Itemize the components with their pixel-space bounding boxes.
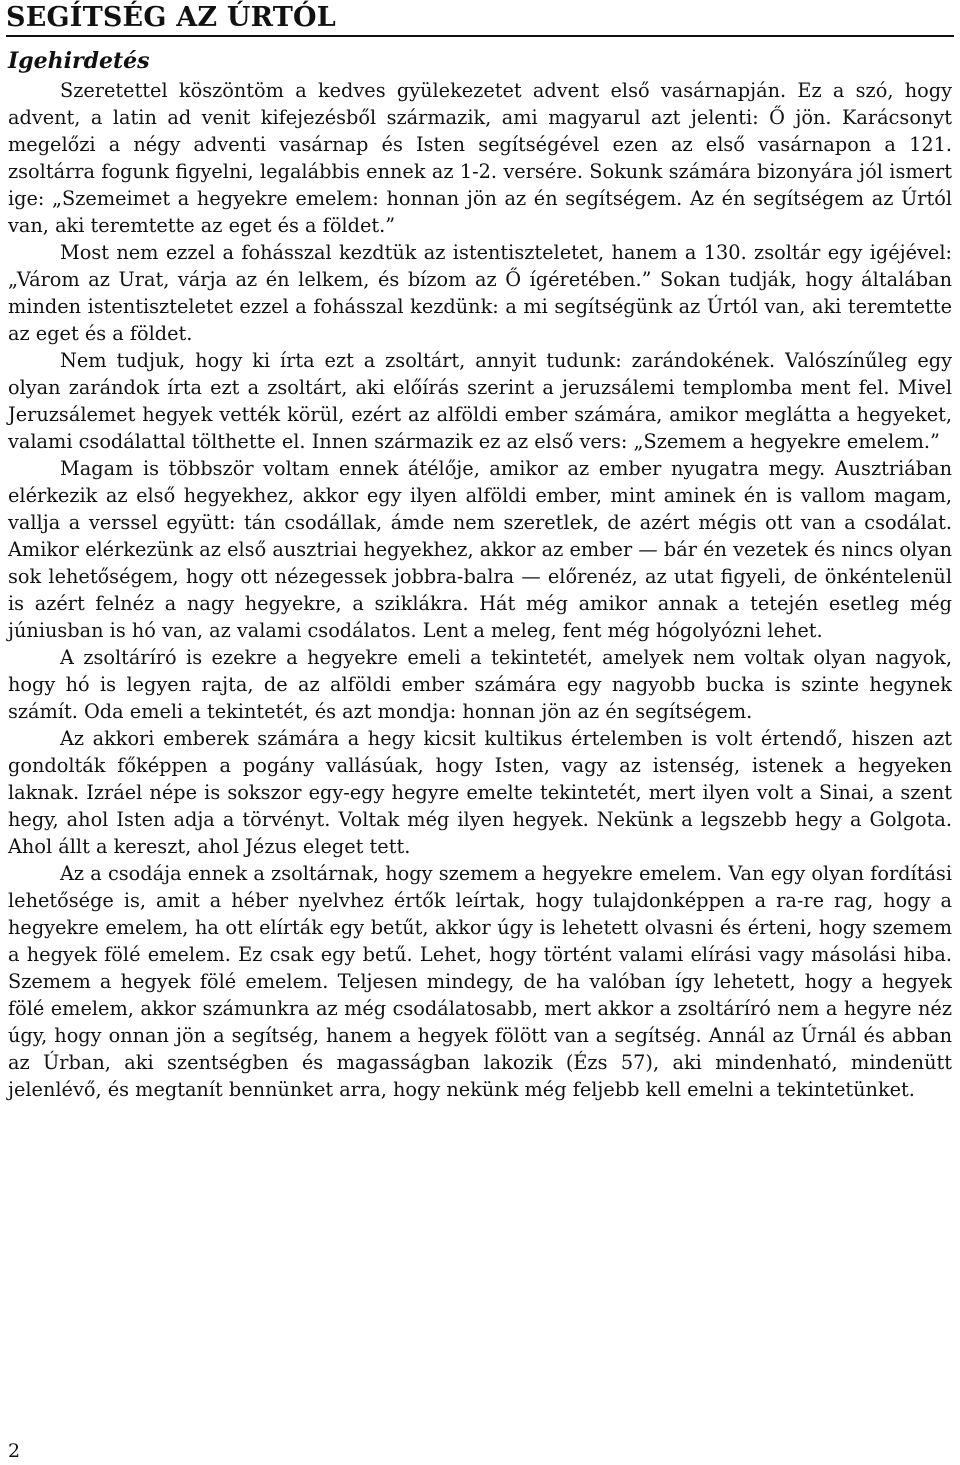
paragraph: Magam is többször voltam ennek átélője, amikor az ember nyugatra megy. Ausztriában elérkezik az első hegyekhez, akkor egy ilyen alföldi ember, mint aminek én is vallom magam, vallja a verssel együtt: tán csodállak, ámde nem szeretlek, de azért mégis ott van a csodálat. Amikor elérkezünk az első ausztriai hegyekhez, akkor az ember — bár én vezetek és nincs olyan sok lehetőségem, hogy ott nézegessek jobbra-balra — előrenéz, az utat figyeli, de önkéntelenül is azért felnéz a nagy hegyekre, a sziklákra. Hát még amikor annak a tetején esetleg még júniusban is hó van, az valami csodálatos. Lent a meleg, fent még hógolyózni lehet. — [8, 457, 952, 642]
title-divider — [6, 35, 954, 37]
sermon-body — [8, 77, 952, 1103]
paragraph: Szeretettel köszöntöm a kedves gyülekezetet advent első vasárnapján. Ez a szó, hogy advent, a latin ad venit kifejezésből származik, ami magyarul azt jelenti: Ő jön. Karácsonyt megelőzi a négy adventi vasárnap és Isten segítségével ezen az első vasárnapon a 121. zsoltárra fogunk figyelni, legalábbis ennek az 1-2. versére. Sokunk számára bizonyára jól ismert ige: „Szemeimet a hegyekre emelem: honnan jön az én segítségem. Az én segítségem az Úrtól van, aki teremtette az eget és a földet.” — [8, 79, 952, 237]
paragraph: Az akkori emberek számára a hegy kicsit kultikus értelemben is volt értendő, hiszen azt gondolták főképpen a pogány vallásúak, hogy Isten, vagy az istenség, istenek a hegyeken laknak. Izráel népe is sokszor egy-egy hegyre emelte tekintetét, mert ilyen volt a Sinai, a szent hegy, ahol Isten adja a törvényt. Voltak még ilyen hegyek. Nekünk a legszebb hegy a Golgota. Ahol állt a kereszt, ahol Jézus eleget tett. — [8, 727, 952, 858]
page-title: SEGÍTSÉG AZ ÚRTÓL — [6, 2, 336, 33]
paragraph: Nem tudjuk, hogy ki írta ezt a zsoltárt, annyit tudunk: zarándokének. Valószínűleg egy olyan zarándok írta ezt a zsoltárt, aki előírás szerint a jeruzsálemi templomba ment fel. Mivel Jeruzsálemet hegyek vették körül, ezért az alföldi ember számára, amikor meglátta a hegyeket, valami csodálattal tölthette el. Innen származik ez az első vers: „Szemem a hegyekre emelem.” — [8, 349, 952, 453]
page-number: 2 — [8, 1440, 21, 1462]
paragraph: A zsoltáríró is ezekre a hegyekre emeli a tekintetét, amelyek nem voltak olyan nagyok, hogy hó is legyen rajta, de az alföldi ember számára egy nagyobb bucka is szinte hegynek számít. Oda emeli a tekintetét, és azt mondja: honnan jön az én segítségem. — [8, 646, 952, 723]
section-heading: Igehirdetés — [8, 48, 150, 74]
paragraph: Most nem ezzel a fohásszal kezdtük az istentiszteletet, hanem a 130. zsoltár egy igéjével: „Várom az Urat, várja az én lelkem, és bízom az Ő ígéretében.” Sokan tudják, hogy általában minden istentiszteletet ezzel a fohásszal kezdünk: a mi segítségünk az Úrtól van, aki teremtette az eget és a földet. — [8, 241, 952, 345]
paragraph: Az a csodája ennek a zsoltárnak, hogy szemem a hegyekre emelem. Van egy olyan fordítási lehetősége is, amit a héber nyelvhez értők leírtak, hogy tulajdonképpen a ra-re rag, hogy a hegyekre emelem, ha ott elírták egy betűt, akkor úgy is lehetett olvasni és érteni, hogy szemem a hegyek fölé emelem. Ez csak egy betű. Lehet, hogy történt valami elírási vagy másolási hiba. Szemem a hegyek fölé emelem. Teljesen mindegy, de ha valóban így lehetett, hogy a hegyek fölé emelem, akkor számunkra az még csodálatosabb, mert akkor a zsoltáríró nem a hegyre néz úgy, hogy onnan jön a segítség, hanem a hegyek fölött van a segítség. Annál az Úrnál és abban az Úrban, aki szentségben és magasságban lakozik (Ézs 57), aki mindenható, mindenütt jelenlévő, és megtanít bennünket arra, hogy nekünk még feljebb kell emelni a tekintetünket. — [8, 862, 952, 1101]
